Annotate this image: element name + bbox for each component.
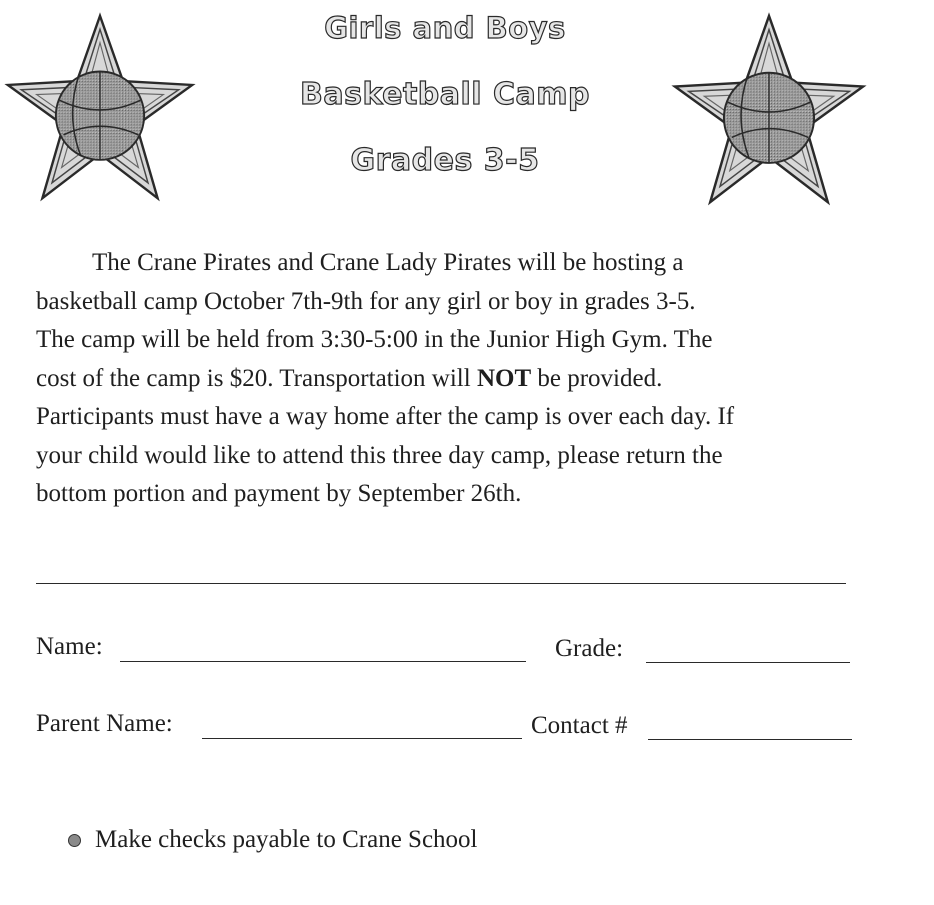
parent-name-label: Parent Name: bbox=[36, 710, 173, 737]
contact-field[interactable] bbox=[648, 739, 852, 740]
name-field[interactable] bbox=[120, 661, 526, 662]
parent-name-field[interactable] bbox=[202, 738, 522, 739]
paragraph-text: cost of the camp is $20. Transportation will bbox=[36, 364, 477, 392]
star-basketball-icon bbox=[4, 12, 196, 204]
paragraph-line: basketball camp October 7th-9th for any girl or boy in grades 3-5. bbox=[36, 287, 696, 315]
payment-note bbox=[68, 826, 478, 854]
bullet-icon bbox=[68, 834, 81, 847]
title-line-2: Basketball Camp bbox=[299, 77, 591, 112]
grade-field[interactable] bbox=[646, 662, 850, 663]
paragraph-text: be provided. bbox=[531, 364, 663, 392]
name-label: Name: bbox=[36, 633, 103, 660]
grade-label: Grade: bbox=[555, 635, 624, 662]
paragraph-line: Participants must have a way home after the camp is over each day. If bbox=[36, 403, 735, 430]
paragraph-line: The Crane Pirates and Crane Lady Pirates will be hosting a bbox=[92, 249, 684, 276]
emphasis-not: NOT bbox=[476, 364, 532, 392]
cut-line-divider bbox=[36, 583, 846, 584]
paragraph-line: bottom portion and payment by September 26th. bbox=[36, 480, 522, 507]
paragraph-line bbox=[36, 360, 886, 399]
paragraph-line: your child would like to attend this three day camp, please return the bbox=[36, 441, 723, 469]
title-line-1: Girls and Boys bbox=[324, 11, 566, 45]
payment-note-text: Make checks payable to Crane School bbox=[95, 826, 478, 853]
title-line-3: Grades 3-5 bbox=[350, 143, 540, 178]
star-basketball-icon bbox=[668, 12, 870, 208]
paragraph-line: The camp will be held from 3:30-5:00 in the Junior High Gym. The bbox=[36, 326, 713, 353]
contact-label: Contact # bbox=[531, 712, 628, 739]
announcement-paragraph bbox=[36, 244, 886, 514]
